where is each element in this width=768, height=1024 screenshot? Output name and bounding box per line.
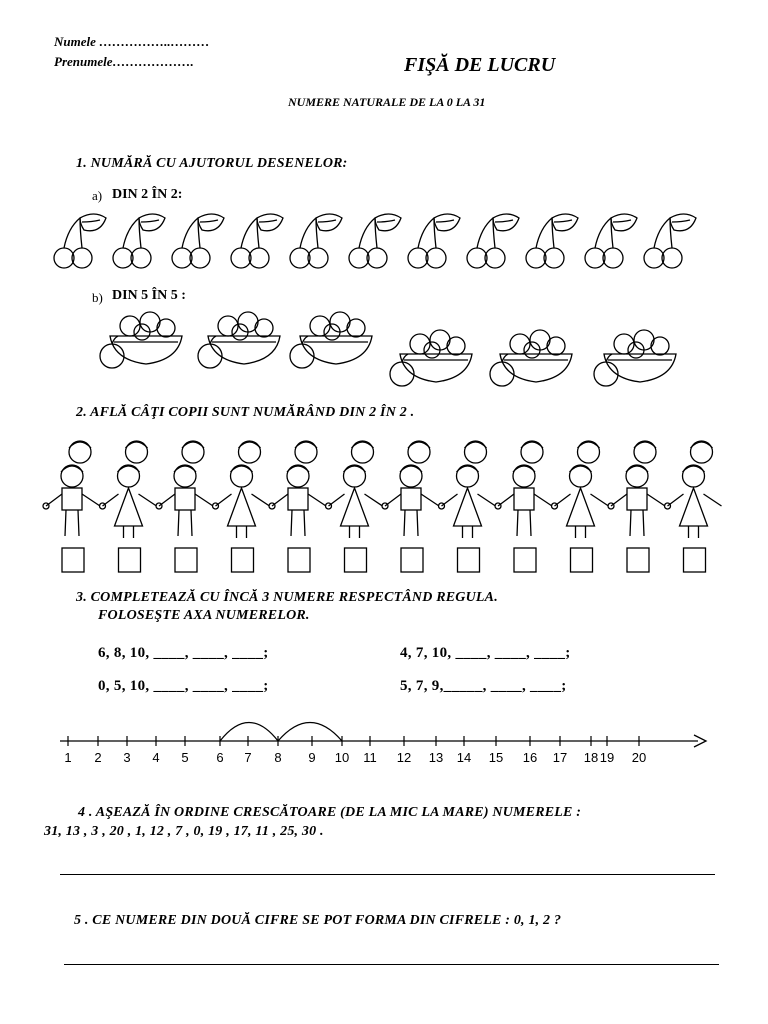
fruit-basket-icon — [290, 312, 372, 368]
cherry-icon — [231, 214, 283, 268]
name-line: Numele ……………..……… — [54, 34, 210, 49]
task4-numbers: 31, 13 , 3 , 20 , 1, 12 , 7 , 0, 19 , 17, 11 , 25, 30 . — [44, 824, 324, 839]
jump-arc — [278, 723, 342, 742]
axis-tick-label: 20 — [631, 750, 647, 765]
task1-b-text: DIN 5 ÎN 5 : — [112, 288, 186, 303]
cherry-icon — [172, 214, 224, 268]
task1-title: 1. NUMĂRĂ CU AJUTORUL DESENELOR: — [76, 156, 348, 171]
fruit-baskets-row — [96, 300, 696, 390]
axis-tick-label: 3 — [123, 750, 131, 765]
child-figure-icon — [665, 441, 722, 572]
answer-line-task5[interactable] — [64, 964, 719, 965]
task2-title: 2. AFLĂ CÂŢI COPII SUNT NUMĂRÂND DIN 2 ÎN 2 . — [76, 405, 415, 420]
number-line — [50, 710, 715, 770]
task4-title: 4 . AŞEAZĂ ÎN ORDINE CRESCĂTOARE (DE LA MIC LA MARE) NUMERELE : — [78, 805, 582, 820]
task1-a-label: a) — [92, 188, 103, 203]
sequence-row-3: 0, 5, 10, ____, ____, ____; — [98, 678, 269, 694]
sequence-row-2: 4, 7, 10, ____, ____, ____; — [400, 645, 571, 661]
axis-tick-label: 7 — [244, 750, 252, 765]
axis-tick-label: 13 — [428, 750, 444, 765]
child-figure-icon — [552, 441, 609, 572]
fruit-basket-icon — [198, 312, 280, 368]
child-figure-icon — [269, 441, 326, 572]
cherries-row — [50, 212, 710, 272]
axis-tick-label: 4 — [152, 750, 160, 765]
fruit-basket-icon — [490, 330, 572, 386]
cherry-icon — [349, 214, 401, 268]
child-figure-icon — [495, 441, 552, 572]
answer-line-task4[interactable] — [60, 874, 715, 875]
task5-title: 5 . CE NUMERE DIN DOUĂ CIFRE SE POT FORMA DIN CIFRELE : 0, 1, 2 ? — [74, 913, 562, 928]
cherry-icon — [113, 214, 165, 268]
child-figure-icon — [43, 441, 100, 572]
axis-tick-label: 16 — [522, 750, 538, 765]
cherry-icon — [526, 214, 578, 268]
axis-tick-label: 9 — [308, 750, 316, 765]
task1-a-text: DIN 2 ÎN 2: — [112, 187, 183, 202]
cherry-icon — [408, 214, 460, 268]
cherry-icon — [644, 214, 696, 268]
sequence-row-1: 6, 8, 10, ____, ____, ____; — [98, 645, 269, 661]
axis-tick-label: 8 — [274, 750, 282, 765]
axis-tick-label: 6 — [216, 750, 224, 765]
cherry-icon — [585, 214, 637, 268]
axis-tick-label: 11 — [363, 750, 377, 765]
axis-tick-label: 12 — [396, 750, 412, 765]
axis-tick-label: 14 — [456, 750, 472, 765]
fruit-basket-icon — [594, 330, 676, 386]
page-title: FIŞĂ DE LUCRU — [404, 54, 556, 76]
child-figure-icon — [326, 441, 383, 572]
cherry-icon — [54, 214, 106, 268]
child-figure-icon — [213, 441, 270, 572]
children-row — [44, 432, 724, 577]
child-figure-icon — [439, 441, 496, 572]
axis-tick-label: 2 — [94, 750, 102, 765]
axis-tick-label: 19 — [599, 750, 615, 765]
axis-tick-label: 18 — [583, 750, 599, 765]
fruit-basket-icon — [390, 330, 472, 386]
child-figure-icon — [608, 441, 665, 572]
page-subtitle: NUMERE NATURALE DE LA 0 LA 31 — [288, 95, 486, 109]
axis-tick-label: 5 — [181, 750, 189, 765]
jump-arc — [220, 723, 278, 742]
axis-tick-label: 1 — [64, 750, 72, 765]
child-figure-icon — [100, 441, 157, 572]
child-figure-icon — [382, 441, 439, 572]
cherry-icon — [290, 214, 342, 268]
surname-line: Prenumele………………. — [54, 54, 194, 69]
child-figure-icon — [156, 441, 213, 572]
axis-tick-label: 17 — [552, 750, 568, 765]
fruit-basket-icon — [100, 312, 182, 368]
task1-b-label: b) — [92, 290, 103, 305]
axis-tick-label: 15 — [488, 750, 504, 765]
task3-title-line2: FOLOSEŞTE AXA NUMERELOR. — [98, 608, 310, 623]
axis-tick-label: 10 — [334, 750, 350, 765]
cherry-icon — [467, 214, 519, 268]
task3-title-line1: 3. COMPLETEAZĂ CU ÎNCĂ 3 NUMERE RESPECTÂND REGULA. — [76, 590, 498, 605]
sequence-row-4: 5, 7, 9,_____, ____, ____; — [400, 678, 567, 694]
